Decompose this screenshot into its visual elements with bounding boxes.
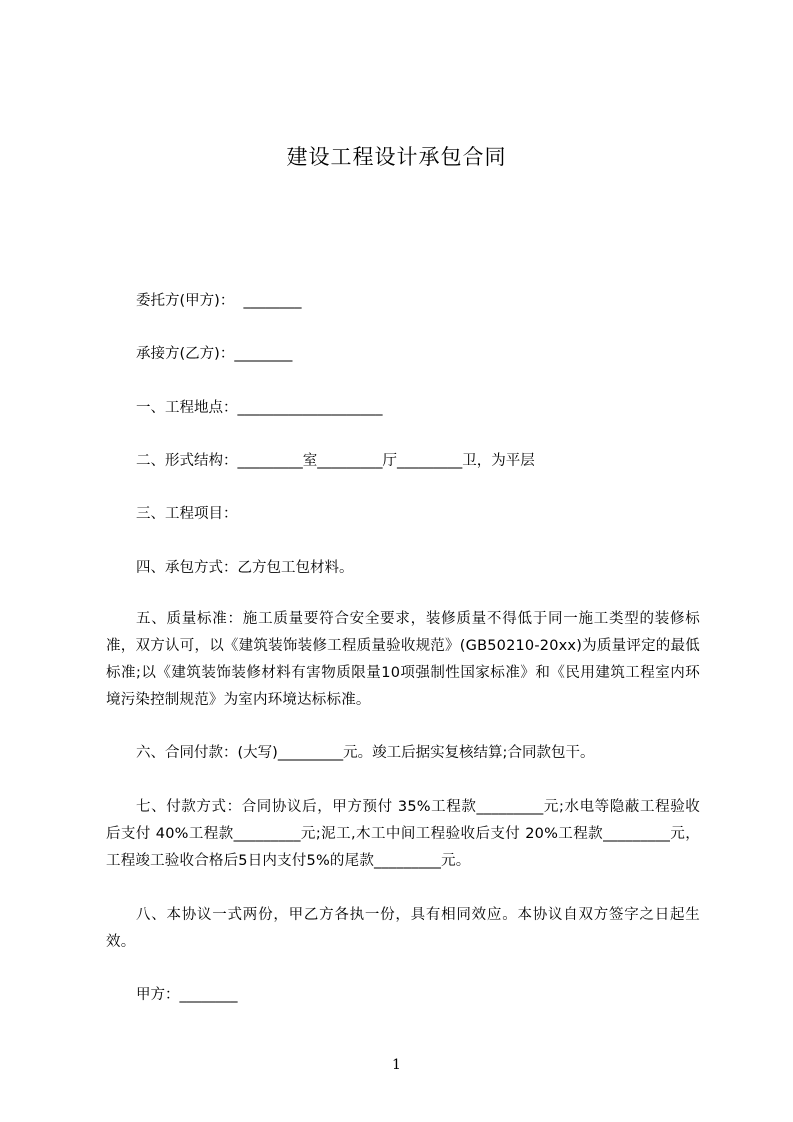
clause-structure-form: 二、形式结构：_________室_________厅_________卫，为平层: [136, 453, 535, 469]
signature-party-a: 甲方：________: [136, 987, 238, 1003]
page-number: 1: [392, 1057, 401, 1073]
clause-quality-standard: 五、质量标准：施工质量要符合安全要求，装修质量不得低于同一施工类型的装修标准，双方认可，以《建筑装饰装修工程质量验收规范》(GB50210-20xx)为质量评定的最低标准;以《建筑装饰装修材料有害物质限量10项强制性国家标准》和《民用建筑工程室内环境污染控制规范》为室内环境达标标准。: [106, 611, 700, 708]
party-a-line: 委托方(甲方)： ________: [136, 293, 302, 309]
party-b-line: 承接方(乙方)：________: [136, 346, 293, 362]
clause-payment-method: 七、付款方式：合同协议后，甲方预付 35%工程款_________元;水电等隐蔽工程验收后支付 40%工程款_________元;泥工,木工中间工程验收后支付 20%工程款_________元，工程竣工验收合格后5日内支付5%的尾款_________元。: [106, 799, 700, 869]
clause-contract-payment: 六、合同付款：(大写)_________元。竣工后据实复核结算;合同款包干。: [136, 745, 595, 761]
clause-project-location: 一、工程地点：____________________: [136, 400, 383, 416]
clause-effectiveness: 八、本协议一式两份，甲乙方各执一份，具有相同效应。本协议自双方签字之日起生效。: [106, 907, 700, 950]
clause-project-items: 三、工程项目：: [136, 506, 238, 522]
clause-contract-method: 四、承包方式：乙方包工包材料。: [136, 560, 354, 576]
document-title: 建设工程设计承包合同: [286, 145, 507, 169]
